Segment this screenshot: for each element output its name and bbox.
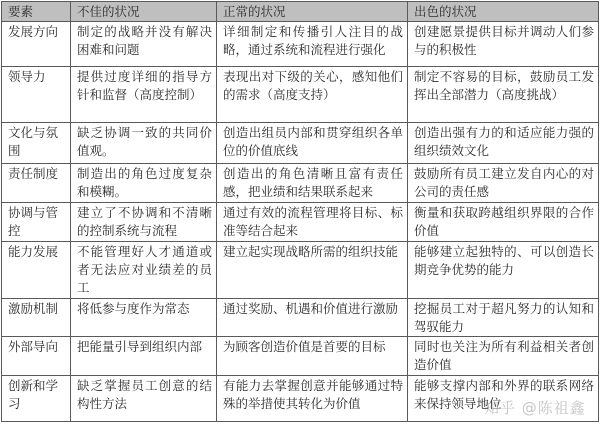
table-row [2,67,599,123]
cell-poor: 把能量引导到组织内部 [71,337,217,376]
header-cell-poor: 不佳的状况 [71,2,217,22]
cell-poor: 制造出的角色过度复杂和模糊。 [71,164,217,203]
table-row [2,22,599,67]
row-label: 领导力 [2,67,71,123]
cell-normal: 有能力去掌握创意并能够通过特殊的举措使其转化为价值 [217,376,408,422]
cell-poor: 将低参与度作为常态 [71,299,217,337]
table-row [2,299,599,337]
cell-poor: 缺乏协调一致的共同价值观。 [71,123,217,164]
header-row [2,2,599,22]
cell-excellent: 鼓励所有员工建立发自内心的对公司的责任感 [408,164,599,203]
header-cell-element: 要素 [2,2,71,22]
cell-excellent: 能够建立起独特的、可以创造长期竞争优势的能力 [408,242,599,299]
cell-normal: 为顾客创造价值是首要的目标 [217,337,408,376]
comparison-table [1,1,599,422]
cell-normal: 建立起实现战略所需的组织技能 [217,242,408,299]
cell-excellent: 创建愿景提供目标并调动人们参与的积极性 [408,22,599,67]
cell-poor: 建立了不协调和不清晰的控制系统与流程 [71,203,217,242]
table-row [2,337,599,376]
row-label: 责任制度 [2,164,71,203]
cell-poor: 不能管理好人才通道或者无法应对业绩差的员工 [71,242,217,299]
watermark: 知乎 @陈祖鑫 [484,399,586,417]
row-label: 文化与氛围 [2,123,71,164]
row-label: 发展方向 [2,22,71,67]
cell-excellent: 同时也关注为所有利益相关者创造价值 [408,337,599,376]
cell-normal: 通过有效的流程管理将目标、标准等结合起来 [217,203,408,242]
cell-excellent: 挖掘员工对于超凡努力的认知和驾驭能力 [408,299,599,337]
cell-excellent: 能够支撑内部和外界的联系网络来保持领导地位 [408,376,599,422]
row-label: 外部导向 [2,337,71,376]
row-label: 创新和学习 [2,376,71,422]
cell-normal: 创造出的角色清晰且富有责任感，把业绩和结果联系起来 [217,164,408,203]
row-label: 能力发展 [2,242,71,299]
header-cell-excellent: 出色的状况 [408,2,599,22]
table-row [2,123,599,164]
cell-normal: 表现出对下级的关心，感知他们的需求（高度支持） [217,67,408,123]
table-row [2,376,599,422]
cell-normal: 通过奖励、机遇和价值进行激励 [217,299,408,337]
cell-excellent: 制定不容易的目标，鼓励员工发挥出全部潜力（高度挑战） [408,67,599,123]
cell-normal: 创造出组员内部和贯穿组织各单位的价值底线 [217,123,408,164]
cell-normal: 详细制定和传播引人注目的战略，通过系统和流程进行强化 [217,22,408,67]
cell-excellent: 创造出强有力的和适应能力强的组织绩效文化 [408,123,599,164]
header-cell-normal: 正常的状况 [217,2,408,22]
row-label: 协调与管控 [2,203,71,242]
cell-excellent: 衡量和获取跨越组织界限的合作价值 [408,203,599,242]
table-row [2,242,599,299]
cell-poor: 提供过度详细的指导方针和监督（高度控制） [71,67,217,123]
cell-poor: 制定的战略并没有解决困难和问题 [71,22,217,67]
table-row [2,203,599,242]
row-label: 激励机制 [2,299,71,337]
cell-poor: 缺乏掌握员工创意的结构性方法 [71,376,217,422]
table-row [2,164,599,203]
